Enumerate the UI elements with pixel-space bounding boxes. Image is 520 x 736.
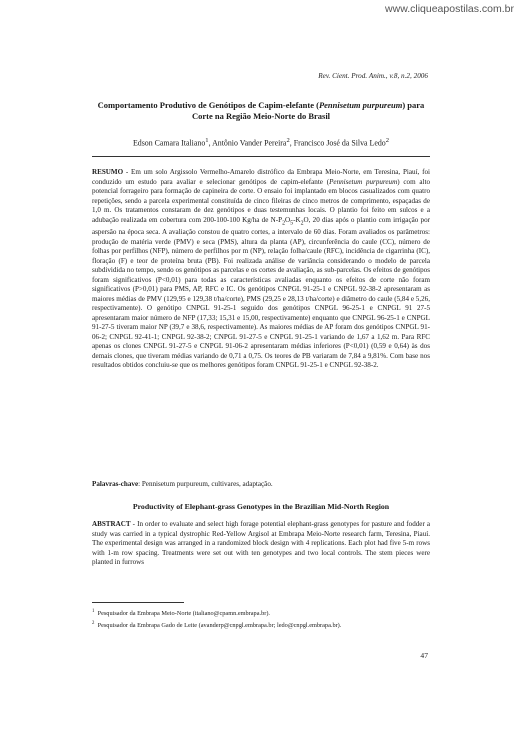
abstract-text: - In order to evaluate and select high forage potential elephant-grass genotypes for pasture and fodder a study was carried in a typical dystrophic Red-Yellow Argisol at Embrapa Meio-Norte research farm, Teresina, Piauí. The experimental design was arranged in a randomized block design with 4 replications. Each plot had five 5-m rows with 1-m row spacing. Treatments were set out with ten genotypes and two local controls. The stem pieces were planted in furrows: [92, 520, 430, 566]
footnote-text: Pesquisador da Embrapa Meio-Norte (italiano@cpamn.embrapa.br).: [97, 610, 270, 618]
title-main: Comportamento Produtivo de Genótipos de Capim-elefante (: [97, 100, 319, 110]
title-rest: ) para Corte na Região Meio-Norte do Brasil: [191, 100, 425, 121]
footnote-2: [92, 619, 430, 631]
footnote-divider: [92, 602, 184, 603]
author-separator: ,: [208, 138, 213, 148]
resumo-sub: 2: [300, 219, 304, 226]
keywords-text: : Pennisetum purpureum, cultivares, adaptação.: [138, 480, 273, 488]
article-title: [92, 100, 430, 122]
author-separator: ,: [289, 138, 294, 148]
title-species: Pennisetum purpureum: [318, 100, 403, 110]
resumo-text-1: - Em um solo Argissolo Vermelho-Amarelo distrófico da Embrapa Meio-Norte, em Teresina, Piauí, foi conduzido um estudo para avaliar e selecionar genótipos de capim-elefante (: [92, 168, 430, 186]
keywords-label: Palavras-chave: [92, 480, 139, 488]
footnote-number: 2: [92, 621, 95, 627]
footnote-1: [92, 607, 430, 619]
abstract-label: ABSTRACT: [92, 520, 131, 528]
resumo-paragraph: [92, 168, 430, 371]
abstract-paragraph: [92, 520, 430, 568]
author-1: Edson Camara Italiano: [132, 138, 206, 148]
english-title: Productivity of Elephant-grass Genotypes in the Brazilian Mid-North Region: [132, 502, 390, 511]
resumo-k2o: -K: [293, 215, 301, 224]
header-divider: [92, 156, 430, 157]
footnotes: [92, 607, 430, 631]
author-2-affiliation: 2: [286, 137, 290, 144]
resumo-species: Pennisetum purpureum: [329, 177, 398, 186]
resumo-o5: O: [285, 215, 291, 224]
author-1-affiliation: 1: [205, 137, 209, 144]
keywords-line: [92, 480, 430, 490]
resumo-text-2: ) com alto potencial forrageiro para formação de capineira de corte. O ensaio foi implantado em blocos casualizados com quatro repetições, sendo a parcela experimental constituída de cinco fileiras de cinco metros de comprimento, espaçadas de 1,0 m. Os tratamentos constaram de dez genótipos e duas testemunhas locais. O plantio foi feito em sulcos e a adubação realizada em cobertura com 200-100-100 Kg/ha de N-P: [92, 177, 430, 224]
resumo-sub: 5: [290, 219, 294, 226]
site-watermark: www.cliqueapostilas.com.br: [385, 3, 514, 15]
footnote-text: Pesquisador da Embrapa Gado de Leite (avanderp@cnpgl.embrapa.br; ledo@cnpgl.embrapa.br).: [97, 622, 342, 630]
author-3: Francisco José da Silva Ledo: [293, 138, 386, 148]
author-2: Antônio Vander Pereira: [212, 138, 287, 148]
resumo-text-3: O, 20 dias após o plantio com irrigação por aspersão na época seca. A avaliação constou de quatro cortes, a intervalo de 60 dias. Foram avaliados os parâmetros: produção de matéria verde (PMV) e seca (PMS), altura da planta (AP), circunferência do caule (CC), número de folhas por perfilhos (NFP), número de perfilhos por m (NP), relação folha/caule (RFC), incidência de cigarrinha (IC), floração (F) e teor de proteína bruta (PB). Foi realizada análise de variância considerando o modelo de parcela subdividida no tempo, sendo os genótipos as parcelas e os cortes de avaliação, as sub-parcelas. Os efeitos de genótipos foram significativos (P<0,01) para todas as características avaliadas enquanto os efeitos de corte não foram significativos (P>0,01) para PMS, AP, RFC e IC. Os genótipos CNPGL 91-25-1 e CNPGL 92-38-2 apresentaram as maiores médias de PMV (129,95 e 129,38 t/ha/corte), PMS (29,25 e 28,13 t/ha/corte) e diâmetro do caule (5,84 e 5,26, respectivamente). O genótipo CNPGL 91-25-1 seguido dos genótipos CNPGL 96-25-1 e CNPGL 91 27-5 apresentaram maior número de NFP (17,33; 15,31 e 15,00, respectivamente) enquanto que CNPGL 96-25-1 e CNPGL 91-27-5 tiveram maior NP (39,7 e 38,6, respectivamente). As maiores médias de AP foram dos genótipos CNPGL 91-06-2; CNPGL 92-41-1; CNPGL 92-38-2; CNPGL 91-27-5 e CNPGL 91-25-1 variando de 1,67 a 1,62 m. Para RFC apenas os clones CNPGL 91-27-5 e CNPGL 91-06-2 apresentaram médias inferiores (P<0,01) (0,59 e 0,64) às dos demais clones, que tiveram médias variando de 0,71 a 0,75. Os teores de PB variaram de 7,84 a 9,81%. Com base nos resultados obtidos concluiu-se que os melhores genótipos foram CNPGL 91-25-1 e CNPGL 92-38-2.: [92, 215, 430, 370]
footnote-number: 1: [92, 609, 95, 614]
resumo-sub: 2: [282, 219, 286, 226]
resumo-label: RESUMO: [92, 168, 124, 176]
journal-reference: Rev. Cient. Prod. Anim., v.8, n.2, 2006: [318, 72, 428, 80]
author-3-affiliation: 2: [385, 137, 390, 144]
author-list: [92, 137, 430, 148]
page-number: 47: [420, 651, 428, 660]
